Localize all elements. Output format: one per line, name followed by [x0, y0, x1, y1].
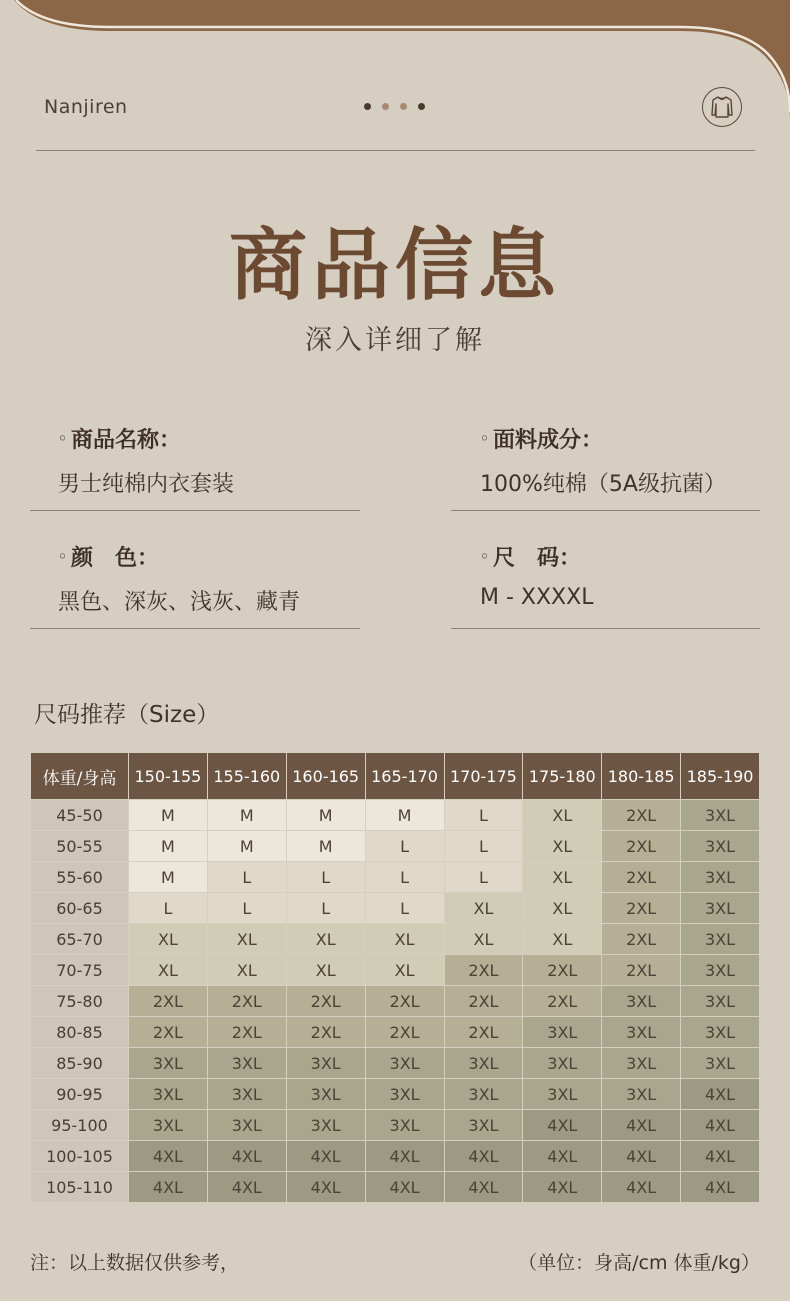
- weight-cell: 105-110: [31, 1172, 129, 1203]
- size-cell: 4XL: [681, 1141, 760, 1172]
- size-cell: 3XL: [681, 955, 760, 986]
- size-cell: 3XL: [129, 1079, 208, 1110]
- weight-cell: 60-65: [31, 893, 129, 924]
- size-cell: 4XL: [444, 1172, 523, 1203]
- size-cell: 2XL: [602, 924, 681, 955]
- weight-cell: 70-75: [31, 955, 129, 986]
- size-cell: XL: [207, 955, 286, 986]
- size-cell: XL: [523, 924, 602, 955]
- size-cell: 3XL: [602, 1048, 681, 1079]
- table-row: [31, 862, 760, 893]
- size-cell: 4XL: [602, 1172, 681, 1203]
- page-title: 商品信息: [228, 221, 561, 311]
- size-cell: 3XL: [523, 1048, 602, 1079]
- size-cell: 4XL: [365, 1172, 444, 1203]
- color-block: [58, 541, 300, 616]
- size-cell: XL: [523, 893, 602, 924]
- size-cell: 2XL: [523, 955, 602, 986]
- height-header: 155-160: [207, 753, 286, 800]
- color-label: ◦ 颜 色：: [58, 546, 159, 571]
- size-cell: 3XL: [602, 986, 681, 1017]
- size-cell: XL: [523, 831, 602, 862]
- size-cell: 3XL: [681, 924, 760, 955]
- height-header: 170-175: [444, 753, 523, 800]
- header-divider: [36, 150, 755, 151]
- size-cell: 3XL: [681, 1048, 760, 1079]
- size-cell: XL: [207, 924, 286, 955]
- weight-cell: 50-55: [31, 831, 129, 862]
- size-cell: 3XL: [681, 800, 760, 831]
- fabric-label: ◦ 面料成分：: [480, 428, 603, 453]
- size-cell: 3XL: [681, 893, 760, 924]
- size-cell: 2XL: [129, 1017, 208, 1048]
- page-subtitle: 深入详细了解: [305, 325, 485, 356]
- size-cell: L: [365, 862, 444, 893]
- height-header: 185-190: [681, 753, 760, 800]
- size-cell: 3XL: [207, 1079, 286, 1110]
- size-table-header-row: [31, 753, 760, 800]
- weight-cell: 55-60: [31, 862, 129, 893]
- size-cell: 4XL: [523, 1172, 602, 1203]
- size-cell: 4XL: [444, 1141, 523, 1172]
- size-range-block: [480, 541, 593, 610]
- dot-4: [418, 103, 425, 110]
- size-range-value: M - XXXXL: [480, 585, 594, 610]
- size-cell: 2XL: [602, 862, 681, 893]
- table-row: [31, 1079, 760, 1110]
- bullet-icon: ◦: [58, 549, 67, 565]
- size-cell: 2XL: [365, 986, 444, 1017]
- size-cell: 3XL: [207, 1110, 286, 1141]
- size-cell: 4XL: [286, 1172, 365, 1203]
- dot-2: [382, 103, 389, 110]
- size-cell: XL: [129, 955, 208, 986]
- height-header: 175-180: [523, 753, 602, 800]
- size-cell: L: [129, 893, 208, 924]
- footer-unit: （单位：身高/cm 体重/kg）: [518, 1252, 760, 1274]
- size-cell: 3XL: [602, 1079, 681, 1110]
- height-header: 180-185: [602, 753, 681, 800]
- info-divider: [30, 628, 360, 629]
- product-name-label: ◦ 商品名称：: [58, 428, 181, 453]
- size-cell: 3XL: [365, 1079, 444, 1110]
- weight-cell: 90-95: [31, 1079, 129, 1110]
- size-cell: 2XL: [602, 893, 681, 924]
- weight-cell: 45-50: [31, 800, 129, 831]
- size-cell: 3XL: [207, 1048, 286, 1079]
- table-row: [31, 1141, 760, 1172]
- product-name-value: 男士纯棉内衣套装: [58, 472, 235, 497]
- size-cell: 2XL: [365, 1017, 444, 1048]
- size-cell: L: [444, 862, 523, 893]
- size-cell: XL: [286, 955, 365, 986]
- size-cell: M: [286, 800, 365, 831]
- size-cell: 2XL: [602, 955, 681, 986]
- fabric-block: [480, 423, 726, 498]
- bullet-icon: ◦: [480, 431, 489, 447]
- size-cell: 4XL: [523, 1141, 602, 1172]
- size-cell: 3XL: [286, 1079, 365, 1110]
- dot-1: [364, 103, 371, 110]
- table-row: [31, 1017, 760, 1048]
- dot-3: [400, 103, 407, 110]
- brand-name: Nanjiren: [44, 96, 128, 118]
- table-row: [31, 1110, 760, 1141]
- size-cell: L: [365, 893, 444, 924]
- size-cell: M: [207, 831, 286, 862]
- size-cell: 2XL: [602, 831, 681, 862]
- size-cell: L: [365, 831, 444, 862]
- size-cell: XL: [365, 955, 444, 986]
- info-divider: [30, 510, 360, 511]
- size-cell: 3XL: [444, 1110, 523, 1141]
- page-dots: [364, 103, 425, 110]
- size-cell: 2XL: [129, 986, 208, 1017]
- size-cell: L: [444, 800, 523, 831]
- size-cell: M: [129, 831, 208, 862]
- size-cell: 4XL: [602, 1141, 681, 1172]
- size-range-label: ◦ 尺 码：: [480, 546, 581, 571]
- decorative-arc: [0, 0, 790, 140]
- size-cell: M: [286, 831, 365, 862]
- size-cell: 3XL: [444, 1079, 523, 1110]
- size-cell: 2XL: [602, 800, 681, 831]
- size-cell: XL: [129, 924, 208, 955]
- size-cell: 2XL: [286, 1017, 365, 1048]
- size-cell: XL: [444, 924, 523, 955]
- size-cell: 2XL: [444, 986, 523, 1017]
- size-cell: M: [129, 862, 208, 893]
- size-cell: L: [286, 862, 365, 893]
- size-cell: 3XL: [286, 1048, 365, 1079]
- table-row: [31, 1048, 760, 1079]
- size-cell: 2XL: [207, 986, 286, 1017]
- size-cell: 4XL: [681, 1079, 760, 1110]
- table-row: [31, 924, 760, 955]
- size-cell: 3XL: [681, 1017, 760, 1048]
- table-row: [31, 955, 760, 986]
- fabric-value: 100%纯棉（5A级抗菌）: [480, 472, 726, 497]
- size-cell: 4XL: [681, 1172, 760, 1203]
- size-cell: 4XL: [681, 1110, 760, 1141]
- size-cell: 4XL: [207, 1172, 286, 1203]
- size-cell: 3XL: [129, 1048, 208, 1079]
- size-cell: XL: [523, 862, 602, 893]
- size-cell: 4XL: [207, 1141, 286, 1172]
- weight-cell: 80-85: [31, 1017, 129, 1048]
- size-cell: 4XL: [129, 1141, 208, 1172]
- size-cell: 2XL: [523, 986, 602, 1017]
- size-cell: 3XL: [681, 862, 760, 893]
- size-cell: 3XL: [129, 1110, 208, 1141]
- size-cell: 4XL: [523, 1110, 602, 1141]
- table-row: [31, 986, 760, 1017]
- table-row: [31, 1172, 760, 1203]
- size-cell: L: [207, 893, 286, 924]
- table-row: [31, 893, 760, 924]
- shirt-icon: [709, 94, 735, 120]
- size-cell: XL: [286, 924, 365, 955]
- footer-note: 注：以上数据仅供参考，: [30, 1252, 240, 1274]
- height-header: 160-165: [286, 753, 365, 800]
- size-cell: 2XL: [286, 986, 365, 1017]
- info-divider: [451, 628, 760, 629]
- size-table-heading: 尺码推荐（Size）: [34, 702, 220, 728]
- shirt-logo: [702, 87, 742, 127]
- size-cell: 2XL: [207, 1017, 286, 1048]
- size-cell: 3XL: [523, 1017, 602, 1048]
- weight-cell: 75-80: [31, 986, 129, 1017]
- size-cell: L: [207, 862, 286, 893]
- weight-cell: 100-105: [31, 1141, 129, 1172]
- size-cell: 3XL: [681, 986, 760, 1017]
- height-header: 165-170: [365, 753, 444, 800]
- size-cell: XL: [444, 893, 523, 924]
- info-divider: [451, 510, 760, 511]
- weight-cell: 65-70: [31, 924, 129, 955]
- size-cell: 3XL: [365, 1110, 444, 1141]
- corner-header: 体重/身高: [31, 753, 129, 800]
- size-cell: M: [129, 800, 208, 831]
- weight-cell: 95-100: [31, 1110, 129, 1141]
- size-cell: XL: [365, 924, 444, 955]
- table-row: [31, 831, 760, 862]
- size-cell: 3XL: [523, 1079, 602, 1110]
- weight-cell: 85-90: [31, 1048, 129, 1079]
- size-table: [30, 752, 760, 1203]
- size-cell: 3XL: [444, 1048, 523, 1079]
- size-cell: 4XL: [129, 1172, 208, 1203]
- size-cell: L: [444, 831, 523, 862]
- size-cell: 2XL: [444, 1017, 523, 1048]
- bullet-icon: ◦: [58, 431, 67, 447]
- size-cell: 3XL: [681, 831, 760, 862]
- height-header: 150-155: [129, 753, 208, 800]
- size-cell: 3XL: [286, 1110, 365, 1141]
- size-cell: 2XL: [444, 955, 523, 986]
- bullet-icon: ◦: [480, 549, 489, 565]
- product-name-block: [58, 423, 234, 498]
- size-cell: M: [365, 800, 444, 831]
- size-cell: 4XL: [365, 1141, 444, 1172]
- size-cell: L: [286, 893, 365, 924]
- size-cell: M: [207, 800, 286, 831]
- size-cell: 4XL: [602, 1110, 681, 1141]
- table-row: [31, 800, 760, 831]
- size-cell: XL: [523, 800, 602, 831]
- size-cell: 4XL: [286, 1141, 365, 1172]
- color-value: 黑色、深灰、浅灰、藏青: [58, 590, 301, 615]
- size-cell: 3XL: [365, 1048, 444, 1079]
- size-cell: 3XL: [602, 1017, 681, 1048]
